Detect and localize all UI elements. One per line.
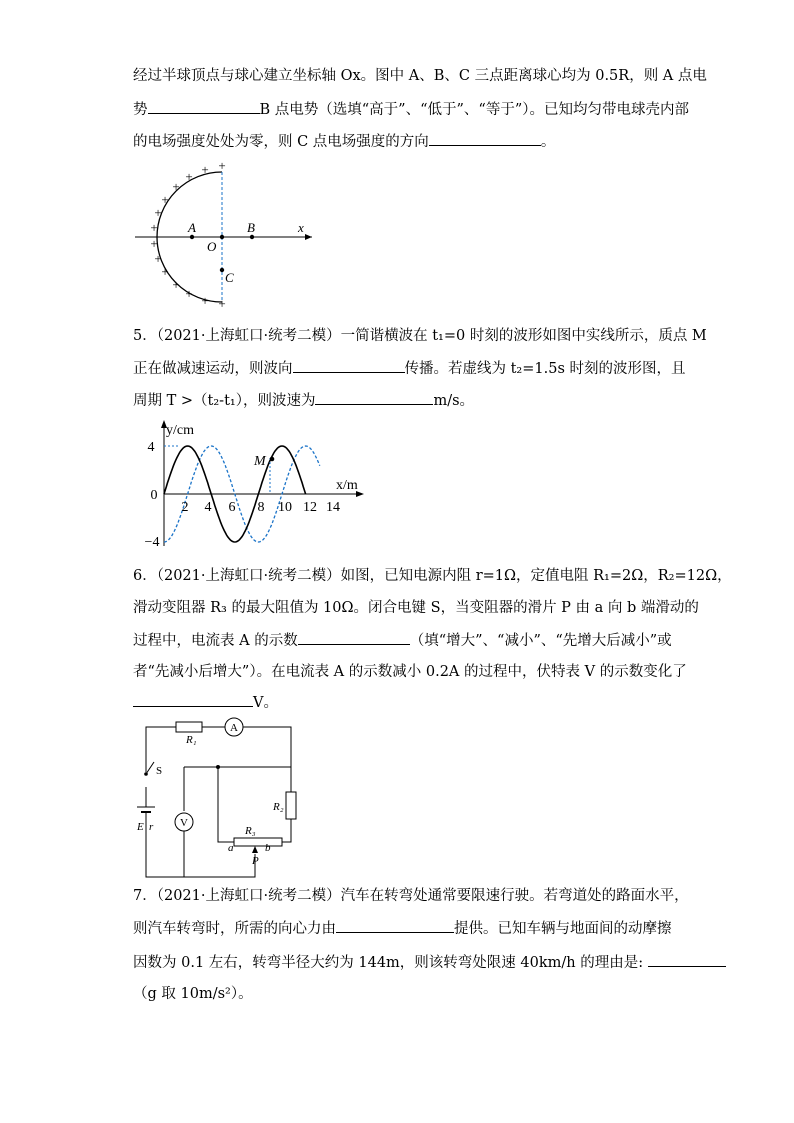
x-tick-2: 2	[181, 500, 189, 515]
plus-sign: +	[201, 162, 209, 177]
plus-sign: +	[172, 277, 180, 292]
plus-sign: +	[218, 160, 226, 173]
plus-sign: +	[185, 169, 193, 184]
q5-line3: 周期 T >（t₂-t₁），则波速为 m/s。	[133, 390, 474, 411]
switch-label: S	[156, 765, 163, 777]
q5-line2: 正在做减速运动，则波向 传播。若虚线为 t₂=1.5s 时刻的波形图，且	[133, 358, 686, 379]
R1-label: R₁	[186, 734, 197, 746]
q4-blank-2[interactable]	[429, 131, 541, 146]
q4-blank-1[interactable]	[148, 99, 260, 114]
q7-line4: （g 取 10m/s²）。	[133, 986, 253, 1002]
x-tick-10: 10	[278, 500, 292, 515]
wave-figure	[140, 418, 380, 553]
q5-blank-1[interactable]	[293, 358, 405, 373]
q7-line3: 因数为 0.1 左右，转弯半径大约为 144m，则该转弯处限速 40km/h 的理由是:	[133, 952, 726, 973]
q6-line4: 者“先减小后增大”）。在电流表 A 的示数减小 0.2A 的过程中，伏特表 V 的示数变化了	[133, 664, 687, 680]
plus-sign: +	[161, 264, 169, 279]
q6-blank-1[interactable]	[298, 630, 410, 645]
q6-line5: V。	[133, 692, 278, 713]
slider-P-label: P	[252, 855, 259, 867]
emf-label: E	[137, 821, 144, 833]
R3-label: R₃	[245, 825, 256, 837]
label-x: x	[298, 220, 304, 235]
x-tick-4: 4	[204, 500, 212, 515]
label-A: A	[188, 220, 196, 235]
q5-line1: 5．（2021·上海虹口·统考二模）一简谐横波在 t₁=0 时刻的波形如图中实线所示，质点 M	[133, 328, 707, 344]
plus-sign: +	[154, 251, 162, 266]
q6-line2: 滑动变阻器 R₃ 的最大阻值为 10Ω。闭合电键 S，当变阻器的滑片 P 由 a 向 b 端滑动的	[133, 600, 699, 616]
plus-sign: +	[161, 192, 169, 207]
q5-blank-2[interactable]	[315, 390, 433, 405]
y-axis-label: y/cm	[166, 423, 194, 438]
q7-blank-2[interactable]	[648, 952, 726, 967]
circuit-figure	[136, 712, 306, 882]
x-tick-8: 8	[257, 500, 265, 515]
y-tick-4: 4	[147, 440, 155, 455]
y-tick-0: 0	[150, 488, 158, 503]
R2-label: R₂	[273, 801, 284, 813]
q6-line3: 过程中，电流表 A 的示数 （填“增大”、“减小”、“先增大后减小”或	[133, 630, 672, 651]
q7-blank-1[interactable]	[336, 918, 454, 933]
q4-line1: 经过半球顶点与球心建立坐标轴 Ox。图中 A、B、C 三点距离球心均为 0.5R，则 A 点电	[133, 68, 707, 84]
q6-blank-2[interactable]	[133, 692, 253, 707]
x-tick-6: 6	[228, 500, 236, 515]
terminal-a-label: a	[228, 842, 234, 854]
terminal-b-label: b	[265, 842, 271, 854]
hemisphere-figure	[130, 160, 320, 310]
plus-sign: +	[172, 179, 180, 194]
q7-line1: 7．（2021·上海虹口·统考二模）汽车在转弯处通常要限速行驶。若弯道处的路面水平，	[133, 888, 689, 904]
q4-line2: 势 B 点电势（选填“高于”、“低于”、“等于”）。已知均匀带电球壳内部	[133, 99, 689, 120]
ammeter-label: A	[230, 722, 238, 734]
y-tick-neg4: −4	[144, 535, 160, 550]
point-M-label: M	[254, 454, 266, 469]
q4-line3: 的电场强度处处为零，则 C 点电场强度的方向 。	[133, 131, 555, 152]
plus-sign: +	[218, 296, 226, 310]
label-B: B	[247, 220, 255, 235]
x-tick-12: 12	[303, 500, 317, 515]
x-tick-14: 14	[326, 500, 340, 515]
plus-sign: +	[150, 220, 158, 235]
q6-line1: 6．（2021·上海虹口·统考二模）如图，已知电源内阻 r=1Ω，定值电阻 R₁=2Ω，R₂=12Ω，	[133, 568, 732, 584]
plus-sign: +	[185, 286, 193, 301]
internal-r-label: r	[149, 821, 154, 833]
voltmeter-label: V	[180, 817, 188, 829]
x-axis-label: x/m	[336, 478, 358, 493]
label-O: O	[207, 239, 217, 254]
q7-line2: 则汽车转弯时，所需的向心力由 提供。已知车辆与地面间的动摩擦	[133, 918, 672, 939]
plus-sign: +	[154, 205, 162, 220]
plus-sign: +	[150, 236, 158, 251]
plus-sign: +	[201, 293, 209, 308]
label-C: C	[225, 270, 234, 285]
